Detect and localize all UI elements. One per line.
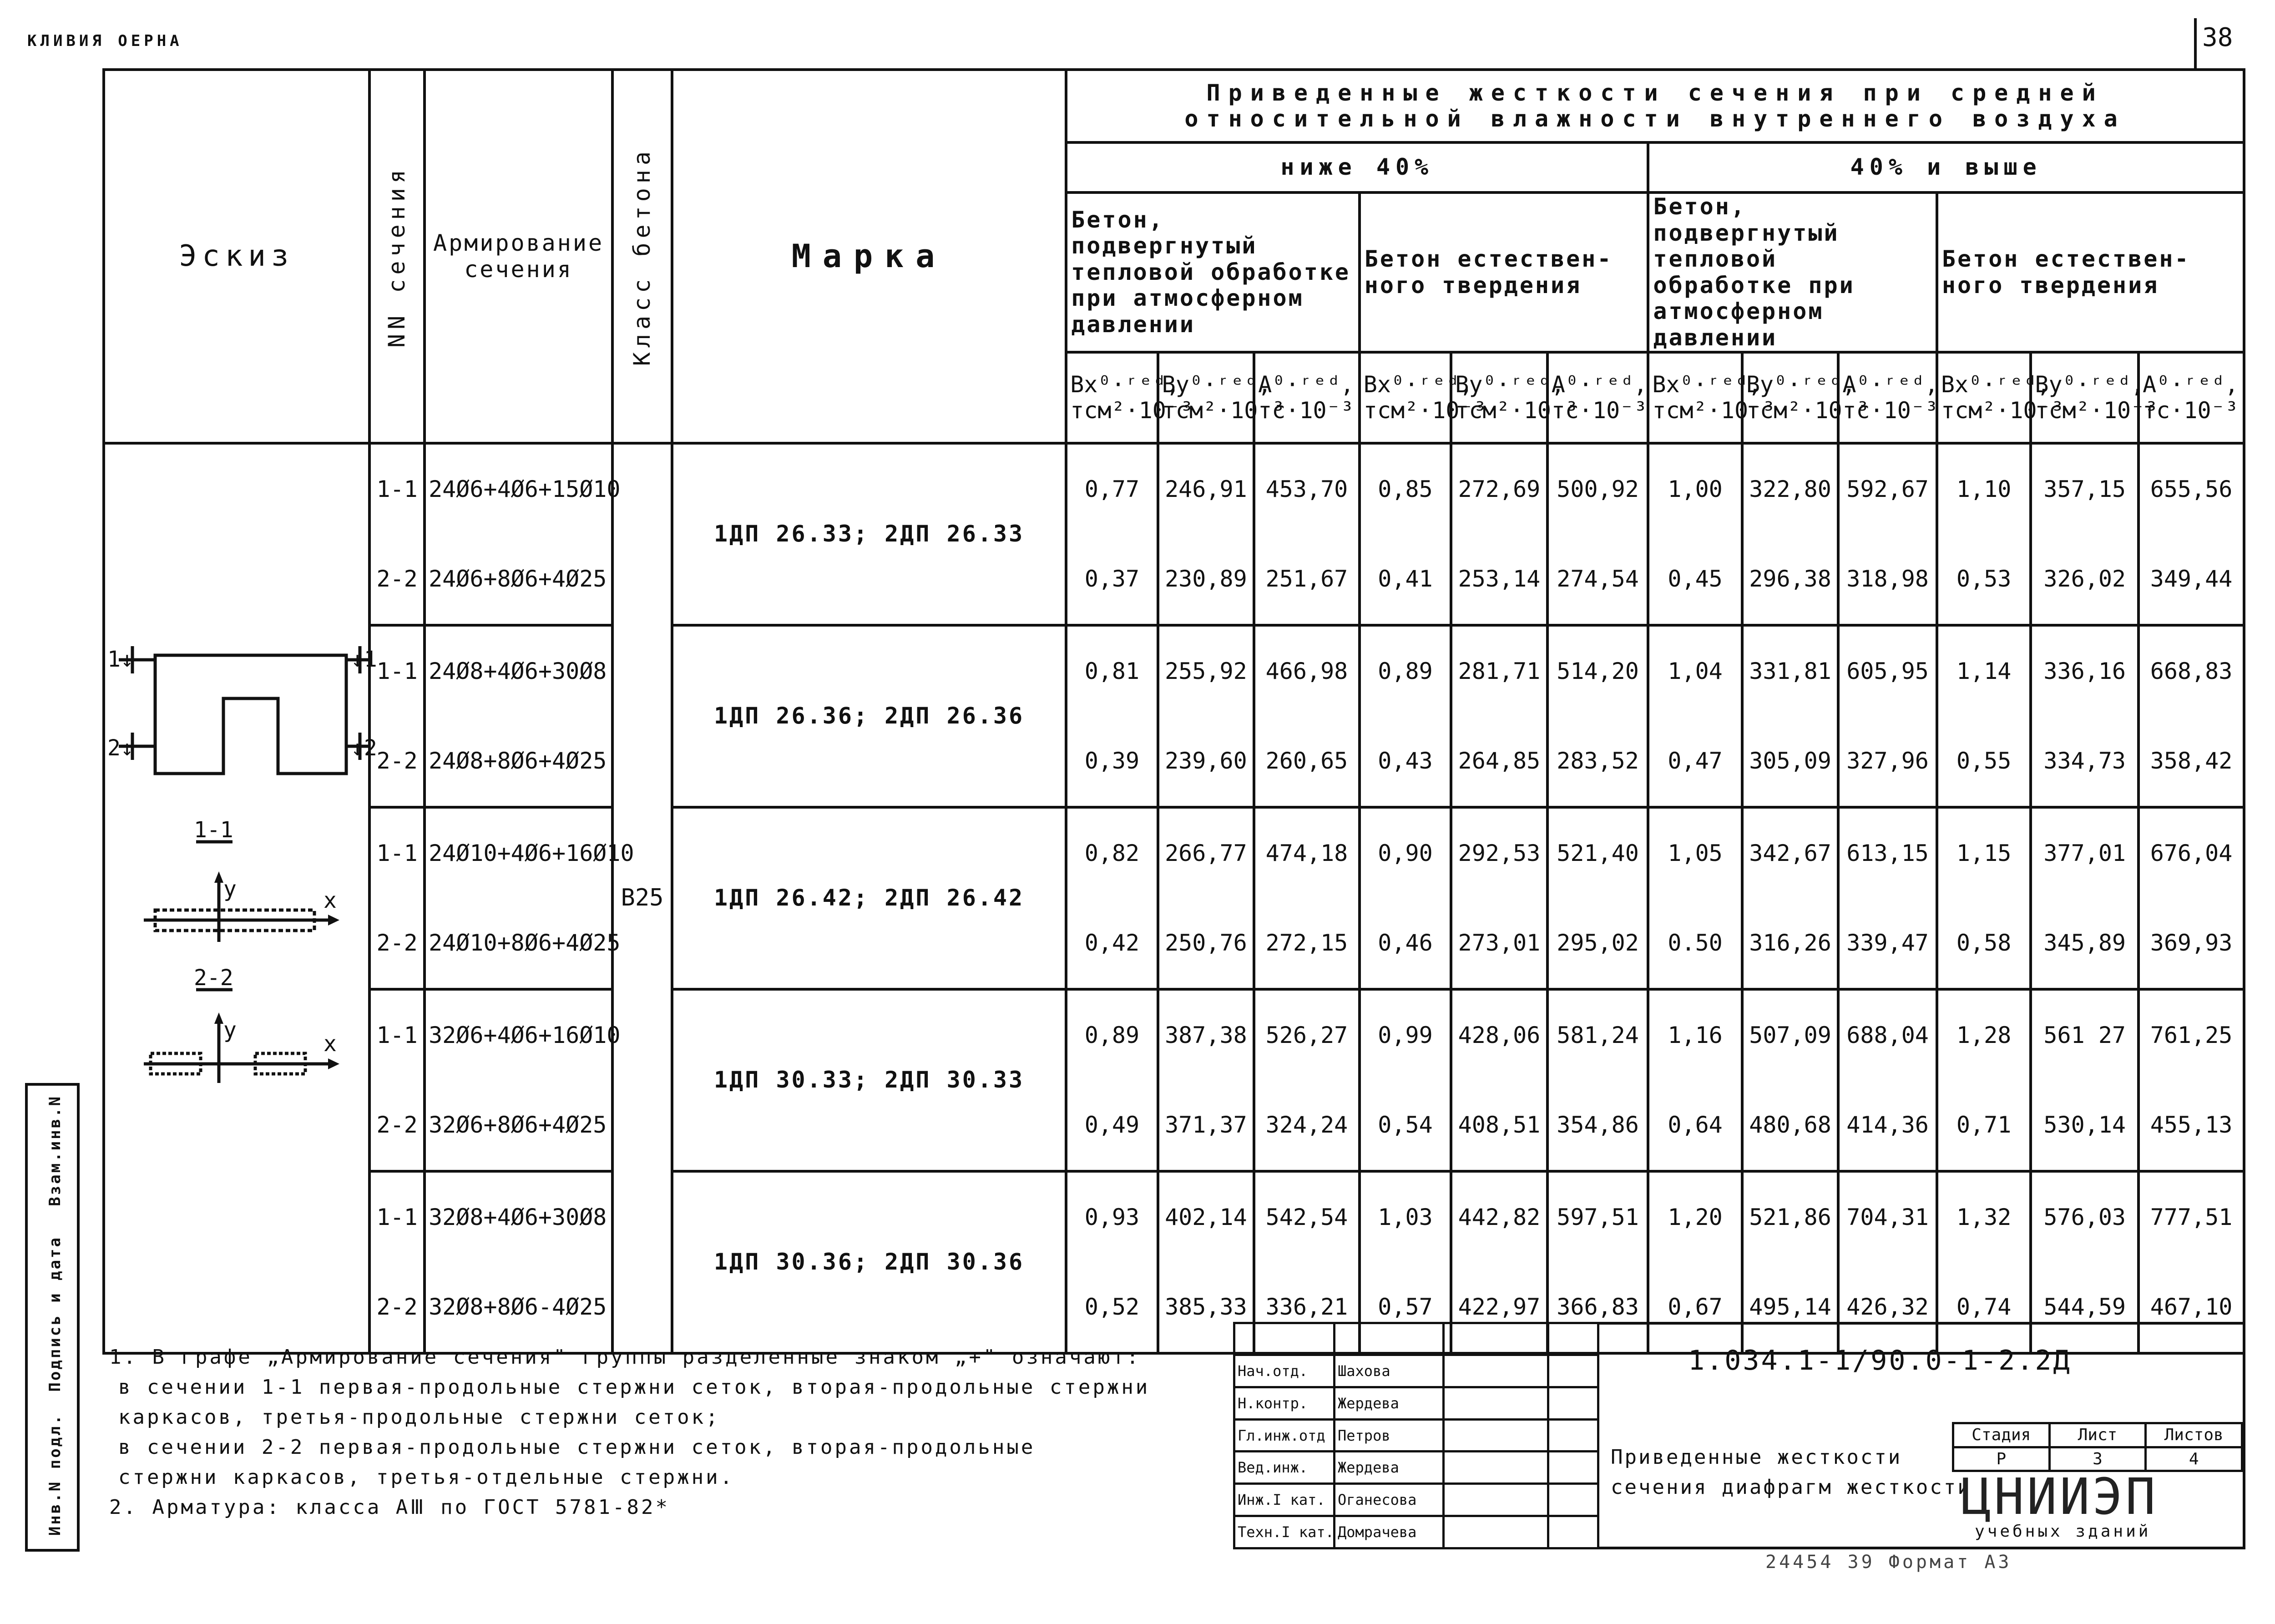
sketch-label-r2: ↓2 [351,735,377,761]
stiffness-value: 0,45 [1648,534,1742,625]
stiffness-value: 777,51 [2138,1171,2244,1262]
stiffness-value: 544,59 [2031,1262,2138,1353]
stiffness-value: 253,14 [1451,534,1547,625]
stiffness-value: 0,41 [1360,534,1451,625]
signature [1444,1419,1548,1452]
stiffness-value: 357,15 [2031,443,2138,534]
stiffness-value: 426,32 [1838,1262,1937,1353]
title-block [1233,1322,2245,1549]
param-by: By⁰·ʳᵉᵈ, тсм²·10⁻³ [1742,352,1839,443]
stiffness-value: 324,24 [1254,1080,1360,1171]
stiffness-value: 326,02 [2031,534,2138,625]
stiffness-value: 0,90 [1360,807,1451,898]
section-number: 2-2 [369,1080,425,1171]
param-by: By⁰·ʳᵉᵈ, тсм²·10⁻³ [1451,352,1547,443]
sketch-x-label-1: x [324,888,337,913]
concrete-class-value: B25 [612,443,672,1353]
stiffness-value: 597,51 [1547,1171,1648,1262]
stiffness-value: 0,77 [1066,443,1158,534]
table-row [104,716,2244,807]
sheets-header: Листов [2146,1423,2242,1447]
stamp-role: Техн.I кат. [1234,1516,1335,1548]
reinforcement-value: 24Ø6+4Ø6+15Ø10 [425,443,612,534]
sketch-label-r1: ↓1 [351,647,377,672]
stiffness-value: 0,37 [1066,534,1158,625]
stiffness-value: 251,67 [1254,534,1360,625]
stiffness-value: 273,01 [1451,898,1547,989]
table-row [104,898,2244,989]
stiffness-value: 466,98 [1254,625,1360,716]
stiffness-value: 0,81 [1066,625,1158,716]
stiffness-value: 316,26 [1742,898,1839,989]
param-bx: Bx⁰·ʳᵉᵈ, тсм²·10⁻³ [1066,352,1158,443]
stiffness-value: 500,92 [1547,443,1648,534]
reinforcement-value: 32Ø8+4Ø6+30Ø8 [425,1171,612,1262]
stiffness-value: 358,42 [2138,716,2244,807]
header-group-natural-1: Бетон естествен-ного твердения [1360,192,1648,352]
stiffness-value: 414,36 [1838,1080,1937,1171]
sidebar-label: Подпись и дата [46,1236,64,1392]
stiffness-value: 0.50 [1648,898,1742,989]
stiffness-value: 366,83 [1547,1262,1648,1353]
stiffness-value: 305,09 [1742,716,1839,807]
stiffness-value: 339,47 [1838,898,1937,989]
stiffness-value: 387,38 [1158,989,1254,1080]
stiffness-value: 668,83 [2138,625,2244,716]
stiffness-value: 250,76 [1158,898,1254,989]
header-sketch: Эскиз [104,70,369,443]
stiffness-value: 342,67 [1742,807,1839,898]
stiffness-value: 408,51 [1451,1080,1547,1171]
stamp-role: Н.контр. [1234,1387,1335,1419]
stiffness-value: 1,00 [1648,443,1742,534]
header-reinforcement: Армирование сечения [425,70,612,443]
stiffness-value: 0,67 [1648,1262,1742,1353]
stiffness-value: 0,49 [1066,1080,1158,1171]
stiffness-value: 453,70 [1254,443,1360,534]
stiffness-value: 1,20 [1648,1171,1742,1262]
stiffness-value: 260,65 [1254,716,1360,807]
note-line: 2. Арматура: класса АⅢ по ГОСТ 5781-82* [109,1496,670,1519]
stiffness-value: 422,97 [1451,1262,1547,1353]
param-a: A⁰·ʳᵉᵈ, тс·10⁻³ [1547,352,1648,443]
organization-logo: ЦНИИЭП [1961,1467,2159,1526]
stiffness-value: 274,54 [1547,534,1648,625]
param-a: A⁰·ʳᵉᵈ, тс·10⁻³ [1254,352,1360,443]
top-left-label: КЛИВИЯ ОЕРНА [27,32,183,50]
sketch-section-1-title: 1-1 [194,817,233,843]
stiffness-value: 264,85 [1451,716,1547,807]
stiffness-value: 0,89 [1360,625,1451,716]
header-section-no: NN сечения [369,70,425,443]
section-number: 1-1 [369,807,425,898]
signature [1444,1387,1548,1419]
stiffness-value: 272,69 [1451,443,1547,534]
stiffness-value: 1,28 [1937,989,2031,1080]
table-row [104,443,2244,534]
stiffness-value: 0,58 [1937,898,2031,989]
stiffness-value: 402,14 [1158,1171,1254,1262]
stiffness-value: 296,38 [1742,534,1839,625]
stamp-person: Оганесова [1335,1484,1444,1516]
stiffness-value: 272,15 [1254,898,1360,989]
stiffness-value: 1,10 [1937,443,2031,534]
stamp-role: Вед.инж. [1234,1452,1335,1484]
stiffness-value: 0,93 [1066,1171,1158,1262]
signature [1444,1484,1548,1516]
param-by: By⁰·ʳᵉᵈ, тсм²·10⁻³ [2031,352,2138,443]
sketch-section-2-title: 2-2 [194,965,233,991]
stage-value: Р [1953,1447,2050,1471]
stiffness-value: 385,33 [1158,1262,1254,1353]
reinforcement-value: 24Ø8+8Ø6+4Ø25 [425,716,612,807]
note-line: 1. В графе „Армирование сечения" группы разделенные знаком „+" означают: [109,1346,1141,1369]
stiffness-value: 530,14 [2031,1080,2138,1171]
notes-block [109,1342,1224,1523]
stiffness-value: 369,93 [2138,898,2244,989]
stamp-person: Домрачева [1335,1516,1444,1548]
stiffness-value: 581,24 [1547,989,1648,1080]
stiffness-value: 0,42 [1066,898,1158,989]
stiffness-value: 345,89 [2031,898,2138,989]
mark-value: 1ДП 26.36; 2ДП 26.36 [672,625,1066,807]
reinforcement-value: 24Ø8+4Ø6+30Ø8 [425,625,612,716]
stiffness-value: 318,98 [1838,534,1937,625]
param-bx: Bx⁰·ʳᵉᵈ, тсм²·10⁻³ [1648,352,1742,443]
stiffness-value: 0,74 [1937,1262,2031,1353]
section-number: 1-1 [369,443,425,534]
stiffness-value: 336,16 [2031,625,2138,716]
param-bx: Bx⁰·ʳᵉᵈ, тсм²·10⁻³ [1937,352,2031,443]
left-sidebar-stamp [25,1083,80,1552]
stiffness-value: 0,47 [1648,716,1742,807]
stiffness-value: 0,57 [1360,1262,1451,1353]
stamp-role: Гл.инж.отд [1234,1419,1335,1452]
stiffness-value: 704,31 [1838,1171,1937,1262]
stiffness-value: 336,21 [1254,1262,1360,1353]
param-by: By⁰·ʳᵉᵈ, тсм²·10⁻³ [1158,352,1254,443]
mark-value: 1ДП 26.42; 2ДП 26.42 [672,807,1066,989]
x-axis-arrow-2 [328,1058,339,1069]
reinforcement-value: 24Ø10+4Ø6+16Ø10 [425,807,612,898]
stamp-person: Жердева [1335,1387,1444,1419]
stiffness-value: 1,05 [1648,807,1742,898]
stiffness-value: 592,67 [1838,443,1937,534]
reinforcement-value: 32Ø6+8Ø6+4Ø25 [425,1080,612,1171]
page-number-divider [2194,18,2197,68]
stiffness-value: 507,09 [1742,989,1839,1080]
stiffness-value: 281,71 [1451,625,1547,716]
section-number: 1-1 [369,625,425,716]
stiffness-value: 1,14 [1937,625,2031,716]
document-title-line: Приведенные жесткости [1611,1446,1902,1469]
stiffness-value: 526,27 [1254,989,1360,1080]
sketch-label-l2: 2↓ [107,735,134,761]
stiffness-value: 521,86 [1742,1171,1839,1262]
bottom-note: 24454 39 Формат А3 [1765,1552,2012,1573]
stiffness-value: 331,81 [1742,625,1839,716]
stiffness-value: 0,43 [1360,716,1451,807]
stamp-role: Инж.I кат. [1234,1484,1335,1516]
table-row [104,1171,2244,1262]
table-row [104,807,2244,898]
stiffness-value: 0,99 [1360,989,1451,1080]
stiffness-value: 442,82 [1451,1171,1547,1262]
stiffness-value: 349,44 [2138,534,2244,625]
diaphragm-outline [155,655,346,774]
section-number: 2-2 [369,1262,425,1353]
stiffness-value: 0,85 [1360,443,1451,534]
signature [1444,1452,1548,1484]
sidebar-label: Взам.инв.N [46,1095,64,1206]
stiffness-value: 292,53 [1451,807,1547,898]
y-axis-arrow-1 [214,871,223,883]
stiffness-table [102,68,2245,1355]
stiffness-value: 266,77 [1158,807,1254,898]
page-number: 38 [2202,23,2233,52]
signatures-table [1233,1322,1599,1549]
stiffness-value: 0,71 [1937,1080,2031,1171]
stiffness-value: 255,92 [1158,625,1254,716]
sketch-y-label-1: y [223,876,237,902]
stiffness-value: 561 27 [2031,989,2138,1080]
stiffness-value: 371,37 [1158,1080,1254,1171]
reinforcement-value: 32Ø8+8Ø6-4Ø25 [425,1262,612,1353]
param-a: A⁰·ʳᵉᵈ, тс·10⁻³ [1838,352,1937,443]
stiffness-value: 0,89 [1066,989,1158,1080]
stiffness-value: 455,13 [2138,1080,2244,1171]
stiffness-value: 283,52 [1547,716,1648,807]
note-line: в сечении 2-2 первая-продольные стержни сеток, вторая-продольные [118,1436,1036,1459]
stiffness-value: 467,10 [2138,1262,2244,1353]
stiffness-value: 1,15 [1937,807,2031,898]
stiffness-value: 576,03 [2031,1171,2138,1262]
stiffness-value: 0,55 [1937,716,2031,807]
stiffness-value: 0,39 [1066,716,1158,807]
header-group-natural-2: Бетон естествен-ного твердения [1937,192,2244,352]
param-bx: Bx⁰·ʳᵉᵈ, тсм²·10⁻³ [1360,352,1451,443]
stiffness-value: 377,01 [2031,807,2138,898]
signature [1444,1516,1548,1548]
table-row [104,534,2244,625]
stamp-person: Петров [1335,1419,1444,1452]
section-number: 1-1 [369,989,425,1080]
sketch-label-l1: 1↓ [107,647,134,672]
stiffness-value: 239,60 [1158,716,1254,807]
sheet-header: Лист [2049,1423,2146,1447]
reinforcement-value: 24Ø6+8Ø6+4Ø25 [425,534,612,625]
sketch-x-label-2: x [324,1031,337,1057]
document-title-line: сечения диафрагм жесткости [1611,1476,1972,1499]
stiffness-value: 474,18 [1254,807,1360,898]
header-group-heat-2: Бетон, подвергнутый тепловой обработке при атмосферном давлении [1648,192,1937,352]
stiffness-value: 1,32 [1937,1171,2031,1262]
stiffness-value: 542,54 [1254,1171,1360,1262]
stiffness-value: 322,80 [1742,443,1839,534]
x-axis-arrow-1 [328,915,339,926]
stiffness-value: 480,68 [1742,1080,1839,1171]
sidebar-label: Инв.N подл. [46,1413,64,1536]
section-number: 1-1 [369,1171,425,1262]
y-axis-arrow-2 [214,1012,223,1024]
param-a: A⁰·ʳᵉᵈ, тс·10⁻³ [2138,352,2244,443]
cross-section-sketch [105,623,377,1138]
table-row [104,1080,2244,1171]
stiffness-value: 0,54 [1360,1080,1451,1171]
document-code: 1.034.1-1/90.0-1-2.2Д [1688,1345,2072,1376]
stage-header: Стадия [1953,1423,2050,1447]
reinforcement-value: 32Ø6+4Ø6+16Ø10 [425,989,612,1080]
note-line: каркасов, третья-продольные стержни сеток; [118,1406,720,1429]
stiffness-value: 613,15 [1838,807,1937,898]
stiffness-value: 428,06 [1451,989,1547,1080]
header-stiffness-title: Приведенные жесткости сечения при средней относительной влажности внутреннего воздуха [1066,70,2244,142]
stiffness-value: 1,16 [1648,989,1742,1080]
stiffness-value: 605,95 [1838,625,1937,716]
stiffness-value: 0,52 [1066,1262,1158,1353]
stiffness-value: 495,14 [1742,1262,1839,1353]
signature [1444,1355,1548,1387]
section-number: 2-2 [369,898,425,989]
stiffness-value: 327,96 [1838,716,1937,807]
stiffness-value: 230,89 [1158,534,1254,625]
stiffness-value: 246,91 [1158,443,1254,534]
stiffness-value: 514,20 [1547,625,1648,716]
stamp-person: Жердева [1335,1452,1444,1484]
header-below40: ниже 40% [1066,142,1648,192]
mark-value: 1ДП 30.36; 2ДП 30.36 [672,1171,1066,1353]
stiffness-value: 521,40 [1547,807,1648,898]
stiffness-value: 1,04 [1648,625,1742,716]
stamp-person: Шахова [1335,1355,1444,1387]
organization-subtitle: учебных зданий [1975,1522,2151,1541]
section-number: 2-2 [369,534,425,625]
stamp-role: Нач.отд. [1234,1355,1335,1387]
sketch-y-label-2: y [223,1017,237,1043]
stiffness-value: 676,04 [2138,807,2244,898]
stiffness-value: 0,46 [1360,898,1451,989]
stiffness-value: 688,04 [1838,989,1937,1080]
mark-value: 1ДП 30.33; 2ДП 30.33 [672,989,1066,1171]
stiffness-value: 1,03 [1360,1171,1451,1262]
stiffness-value: 0,53 [1937,534,2031,625]
stiffness-value: 655,56 [2138,443,2244,534]
stiffness-value: 295,02 [1547,898,1648,989]
sheet-value: 3 [2049,1447,2146,1471]
header-mark: Марка [672,70,1066,443]
reinforcement-value: 24Ø10+8Ø6+4Ø25 [425,898,612,989]
stage-table [1952,1422,2243,1472]
sheets-value: 4 [2146,1447,2242,1471]
header-concrete-class: Класс бетона [612,70,672,443]
stiffness-value: 354,86 [1547,1080,1648,1171]
note-line: в сечении 1-1 первая-продольные стержни сеток, вторая-продольные стержни [118,1376,1150,1399]
note-line: стержни каркасов, третья-отдельные стержни. [118,1466,735,1489]
stiffness-value: 761,25 [2138,989,2244,1080]
table-row [104,989,2244,1080]
header-above40: 40% и выше [1648,142,2244,192]
mark-value: 1ДП 26.33; 2ДП 26.33 [672,443,1066,625]
stiffness-value: 334,73 [2031,716,2138,807]
document-title [1611,1442,1972,1503]
section-number: 2-2 [369,716,425,807]
table-row [104,625,2244,716]
stiffness-value: 0,64 [1648,1080,1742,1171]
stiffness-value: 0,82 [1066,807,1158,898]
header-group-heat-1: Бетон, подвергнутый тепловой обработке при атмосферном давлении [1066,192,1360,352]
